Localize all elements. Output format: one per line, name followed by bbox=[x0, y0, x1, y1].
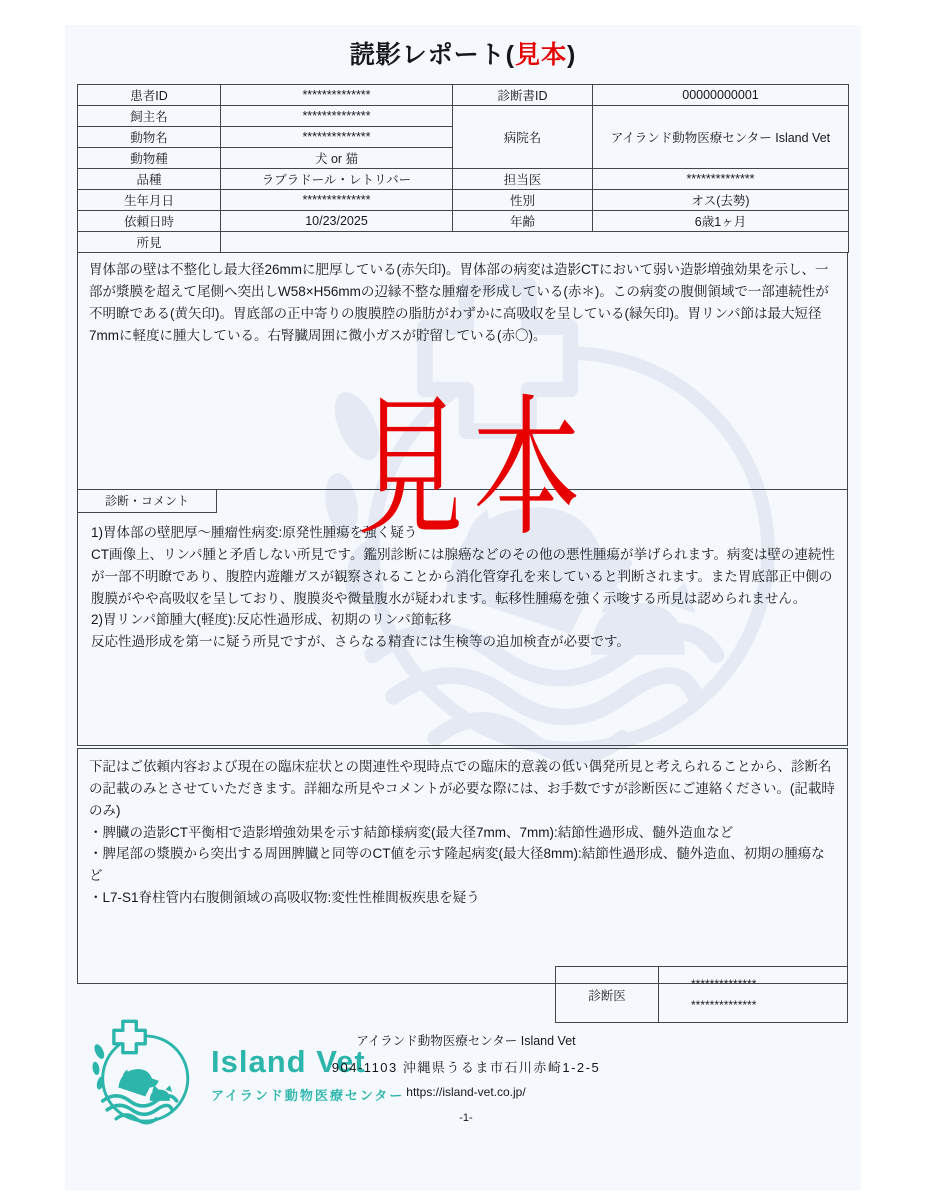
owner-label: 飼主名 bbox=[78, 106, 221, 127]
page-number: -1- bbox=[459, 1112, 473, 1124]
report-title-sample: 見本 bbox=[514, 41, 567, 69]
request-date-label: 依頼日時 bbox=[78, 211, 221, 232]
table-row bbox=[78, 85, 849, 106]
report-title-prefix: 読影レポート( bbox=[349, 41, 515, 69]
dob-label: 生年月日 bbox=[78, 190, 221, 211]
diagnostician-name-line2: ************** bbox=[691, 997, 757, 1012]
incidental-intro: 下記はご依頼内容および現在の臨床症状との関連性や現時点での臨床的意義の低い偶発所見と考えられることから、診断名の記載のみとさせていただきます。詳細な所見やコメントが必要な際には、お手数ですが診断医にご連絡ください。(記載時のみ) bbox=[89, 759, 835, 818]
hospital-value: アイランド動物医療センター Island Vet bbox=[593, 106, 849, 169]
clinic-address: 904-1103 沖縄県うるま市石川赤崎1-2-5 bbox=[331, 1060, 601, 1075]
diagnostician-name-line1: ************** bbox=[691, 976, 757, 991]
doctor-value: ************** bbox=[593, 169, 849, 190]
table-row bbox=[556, 967, 848, 1023]
incidental-findings-section bbox=[77, 748, 848, 984]
diagnostician-values bbox=[659, 967, 848, 1023]
incidental-item: ・脾臓の造影CT平衡相で造影増強効果を示す結節様病変(最大径7mm、7mm):結節性過形成、髄外造血など bbox=[89, 824, 734, 840]
clinic-name: アイランド動物医療センター Island Vet bbox=[356, 1034, 576, 1048]
findings-label-spacer bbox=[221, 232, 849, 253]
table-row bbox=[78, 169, 849, 190]
hospital-label: 病院名 bbox=[453, 106, 593, 169]
doctor-label: 担当医 bbox=[453, 169, 593, 190]
dob-value: ************** bbox=[221, 190, 453, 211]
age-label: 年齢 bbox=[453, 211, 593, 232]
patient-info-table bbox=[77, 84, 849, 253]
sex-value: オス(去勢) bbox=[593, 190, 849, 211]
cert-id-value: 00000000001 bbox=[593, 85, 849, 106]
logo-wordmark: Island Vet bbox=[211, 1044, 366, 1079]
patient-id-value: ************** bbox=[221, 85, 453, 106]
logo-tagline: アイランド動物医療センター bbox=[211, 1088, 405, 1103]
table-row bbox=[78, 106, 849, 127]
report-page bbox=[65, 25, 861, 1190]
sex-label: 性別 bbox=[453, 190, 593, 211]
diagnostician-table bbox=[555, 966, 848, 1023]
clinic-url-link[interactable]: https://island-vet.co.jp/ bbox=[406, 1085, 526, 1099]
animal-name-value: ************** bbox=[221, 127, 453, 148]
breed-label: 品種 bbox=[78, 169, 221, 190]
owner-value: ************** bbox=[221, 106, 453, 127]
breed-value: ラブラドール・レトリバー bbox=[221, 169, 453, 190]
diagnosis-section-label: 診断・コメント bbox=[77, 489, 217, 513]
diagnostician-label: 診断医 bbox=[556, 967, 659, 1023]
table-row bbox=[78, 232, 849, 253]
cert-id-label: 診断書ID bbox=[453, 85, 593, 106]
findings-label: 所見 bbox=[78, 232, 221, 253]
age-value: 6歳1ヶ月 bbox=[593, 211, 849, 232]
table-row bbox=[78, 190, 849, 211]
sample-watermark: 見本 bbox=[357, 380, 590, 557]
diagnosis-line: 1)胃体部の壁肥厚～腫瘤性病変:原発性腫瘍を強く疑う bbox=[91, 525, 418, 540]
findings-text: 胃体部の壁は不整化し最大径26mmに肥厚している(赤矢印)。胃体部の病変は造影CTにおいて弱い造影増強効果を示し、一部が漿膜を超えて尾側へ突出しW58×H56mmの辺縁不整な腫瘤を形成している(赤＊)。この病変の腹側領域で一部連続性が不明瞭である(黄矢印)。胃底部の正中寄りの腹膜腔の脂肪がわずかに高吸収を呈している(緑矢印)。胃リンパ節は最大短径7mmに軽度に腫大している。右腎臓周囲に微小ガスが貯留している(赤〇)。 bbox=[89, 262, 829, 343]
patient-id-label: 患者ID bbox=[78, 85, 221, 106]
report-title bbox=[65, 35, 861, 71]
report-title-suffix: ) bbox=[567, 41, 577, 69]
diagnosis-line: CT画像上、リンパ腫と矛盾しない所見です。鑑別診断には腺癌などのその他の悪性腫瘍が挙げられます。病変は壁の連続性が一部不明瞭であり、腹腔内遊離ガスが観察されることから消化管穿孔を来していると判断されます。また胃底部正中側の腹膜がやや高吸収を呈しており、腹膜炎や微量腹水が疑われます。転移性腫瘍を強く示唆する所見は認められません。 bbox=[91, 546, 835, 606]
footer-clinic-info bbox=[266, 1031, 666, 1124]
incidental-item: ・脾尾部の漿膜から突出する周囲脾臓と同等のCT値を示す隆起病変(最大径8mm):結節性過形成、髄外造血、初期の腫瘍など bbox=[89, 846, 825, 884]
table-row bbox=[78, 211, 849, 232]
island-vet-logo-icon bbox=[87, 1018, 199, 1130]
species-label: 動物種 bbox=[78, 148, 221, 169]
diagnosis-line: 2)胃リンパ節腫大(軽度):反応性過形成、初期のリンパ節転移 bbox=[91, 612, 452, 628]
species-value: 犬 or 猫 bbox=[221, 148, 453, 169]
diagnosis-line: 反応性過形成を第一に疑う所見ですが、さらなる精査には生検等の追加検査が必要です。 bbox=[91, 634, 630, 650]
request-date-value: 10/23/2025 bbox=[221, 211, 453, 232]
incidental-item: ・L7-S1脊柱管内右腹側領域の高吸収物:変性性椎間板疾患を疑う bbox=[89, 890, 480, 906]
animal-name-label: 動物名 bbox=[78, 127, 221, 148]
